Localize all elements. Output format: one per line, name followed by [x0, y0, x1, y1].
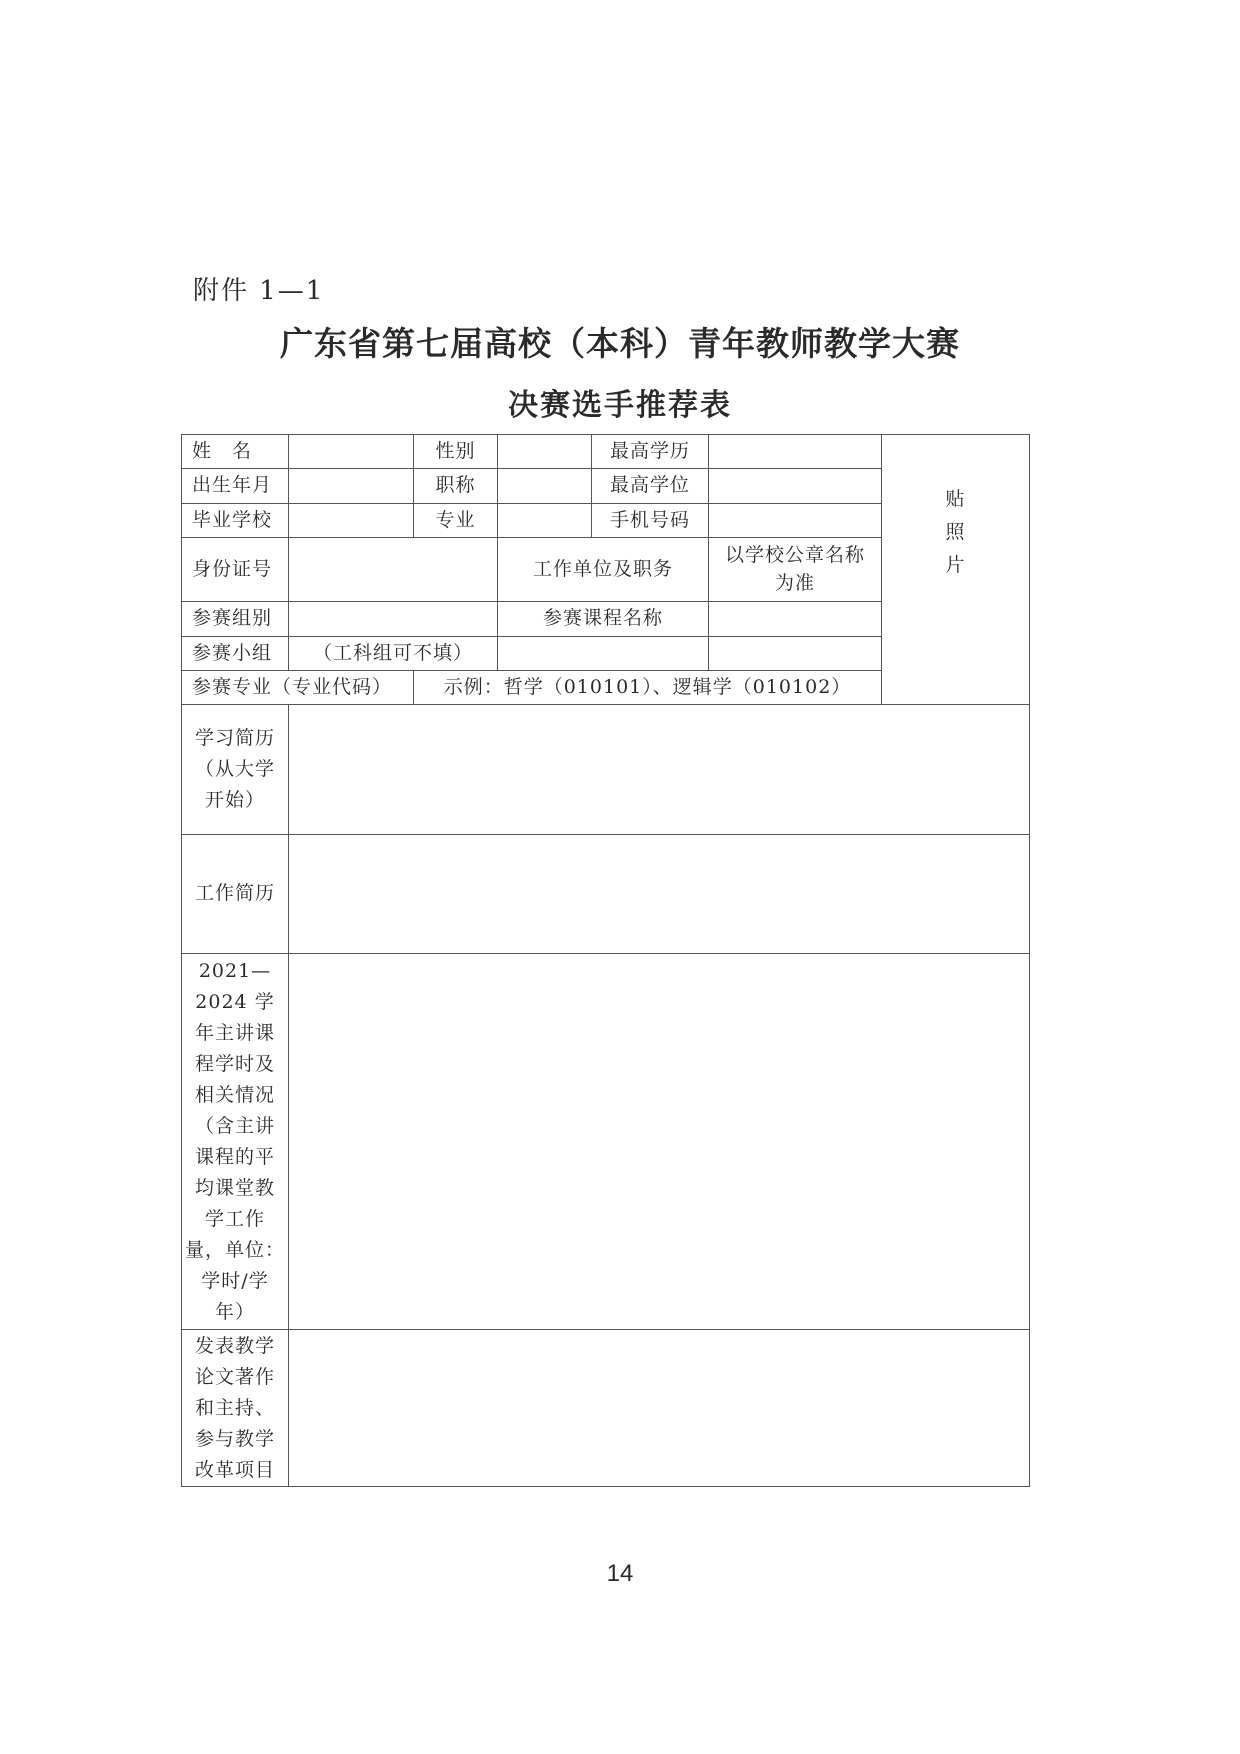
table-row	[182, 834, 1030, 954]
subgroup-extra-field[interactable]	[709, 636, 882, 670]
work-unit-label: 工作单位及职务	[498, 538, 709, 601]
papers-field[interactable]	[289, 1330, 1030, 1487]
papers-label: 发表教学 论文著作 和主持、 参与教学 改革项目	[182, 1330, 289, 1487]
course-name-field[interactable]	[709, 601, 882, 636]
photo-box[interactable]	[882, 435, 1030, 705]
major-label: 专业	[414, 504, 498, 538]
work-resume-label: 工作简历	[182, 834, 289, 954]
teaching-label: 2021— 2024 学 年主讲课 程学时及 相关情况 （含主讲 课程的平 均课堂教 学工作 量，单位： 学时/学 年）	[182, 954, 289, 1330]
highest-degree-field[interactable]	[709, 469, 882, 504]
specialty-label: 参赛专业（专业代码）	[182, 671, 414, 705]
form-title: 广东省第七届高校（本科）青年教师教学大赛	[280, 324, 960, 363]
id-number-label: 身份证号	[182, 538, 289, 601]
name-label: 姓 名	[182, 435, 289, 469]
id-number-field[interactable]	[289, 538, 498, 601]
table-row	[182, 954, 1030, 1330]
table-row	[182, 435, 1030, 469]
study-resume-field[interactable]	[289, 705, 1030, 835]
work-resume-field[interactable]	[289, 834, 1030, 954]
form-subtitle: 决赛选手推荐表	[508, 388, 732, 423]
subgroup-label: 参赛小组	[182, 636, 289, 670]
gender-label: 性别	[414, 435, 498, 469]
birth-label: 出生年月	[182, 469, 289, 504]
table-row	[182, 1330, 1030, 1487]
mobile-label: 手机号码	[592, 504, 709, 538]
highest-degree-label: 最高学位	[592, 469, 709, 504]
work-unit-field[interactable]	[709, 538, 882, 601]
graduate-school-field[interactable]	[289, 504, 414, 538]
mobile-field[interactable]	[709, 504, 882, 538]
group-field[interactable]	[289, 601, 498, 636]
name-field[interactable]	[289, 435, 414, 469]
graduate-school-label: 毕业学校	[182, 504, 289, 538]
specialty-example[interactable]: 示例：哲学（010101）、逻辑学（010102）	[414, 671, 882, 705]
table-row	[182, 705, 1030, 835]
page-number: 14	[606, 1560, 634, 1587]
highest-education-field[interactable]	[709, 435, 882, 469]
subgroup-note: （工科组可不填）	[289, 636, 498, 670]
group-label: 参赛组别	[182, 601, 289, 636]
gender-field[interactable]	[498, 435, 592, 469]
professional-title-label: 职称	[414, 469, 498, 504]
teaching-field[interactable]	[289, 954, 1030, 1330]
study-resume-label: 学习简历 （从大学 开始）	[182, 705, 289, 835]
highest-education-label: 最高学历	[592, 435, 709, 469]
recommendation-form-table	[181, 434, 1030, 1487]
birth-field[interactable]	[289, 469, 414, 504]
major-field[interactable]	[498, 504, 592, 538]
work-unit-note: 以学校公章名称 为准	[724, 544, 865, 594]
professional-title-field[interactable]	[498, 469, 592, 504]
attachment-label: 附件 1—1	[193, 276, 325, 306]
photo-label: 贴 照 片	[945, 488, 966, 576]
subgroup-field[interactable]	[498, 636, 709, 670]
course-name-label: 参赛课程名称	[498, 601, 709, 636]
